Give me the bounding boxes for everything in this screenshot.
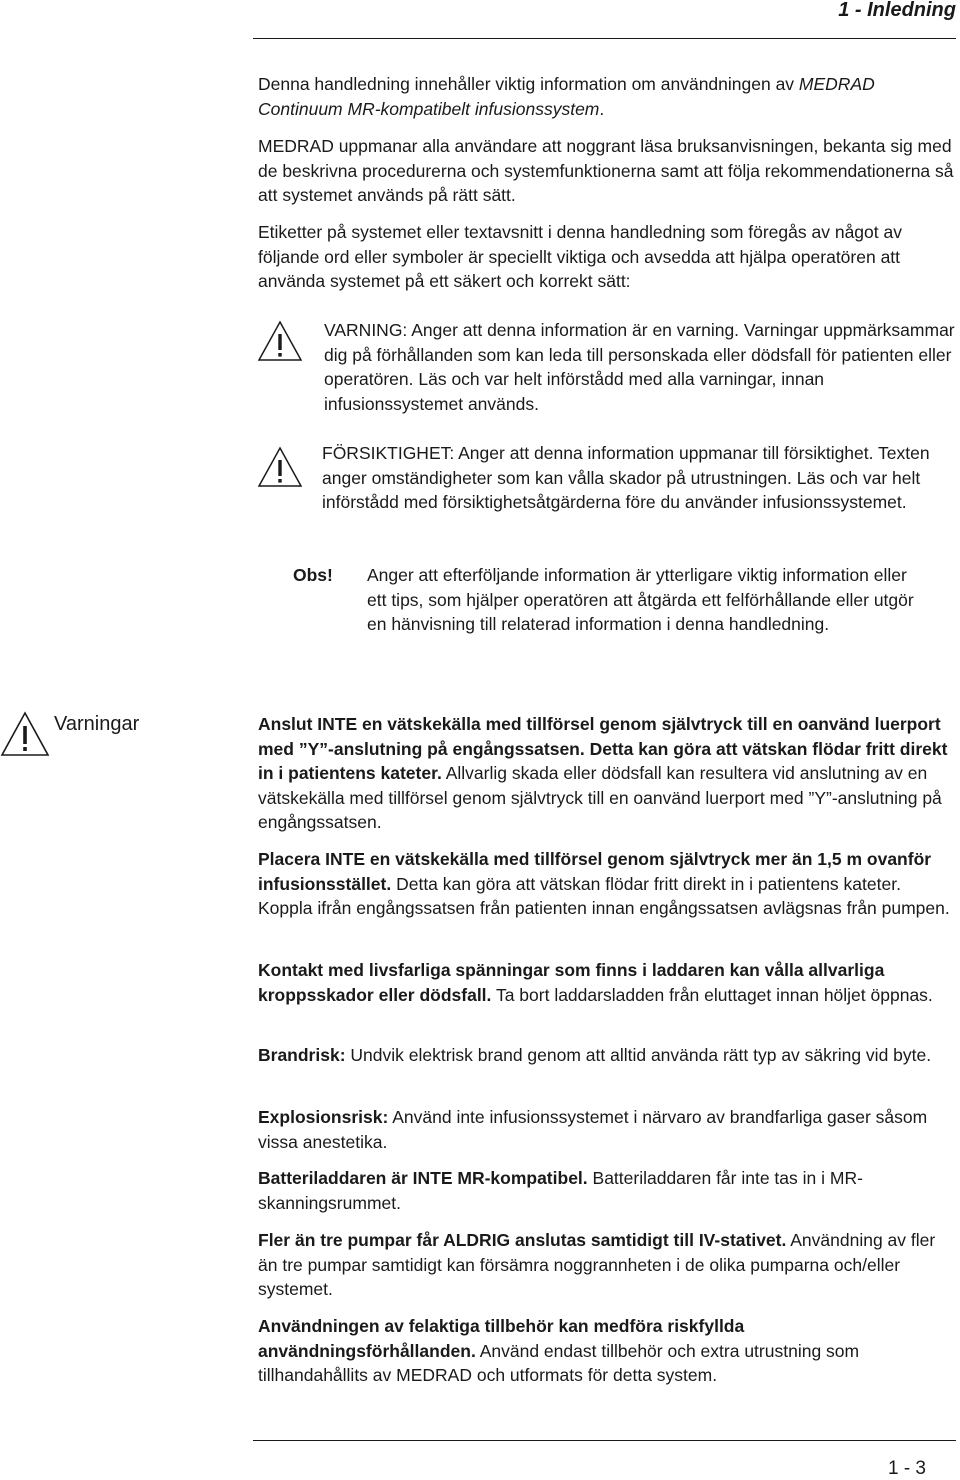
warning-item (258, 1105, 958, 1154)
header-divider (253, 38, 956, 39)
warning-triangle-icon (257, 320, 303, 362)
page-number: 1 - 3 (887, 1458, 926, 1479)
caution-notice-text: Anger att denna information uppmanar till försiktighet. Texten anger omständigheter som kan vålla skador på utrustningen. Läs och var helt införstådd med försiktighetsåtgärderna före du använder infusionssystemet. (322, 443, 930, 512)
warning-item-lead: Placera INTE en vätskekälla med tillförsel genom självtryck mer än 1,5 m ovanför infusionsstället. (258, 849, 932, 894)
warning-item (258, 712, 958, 835)
intro-period: . (599, 98, 605, 119)
note-label: Obs! (293, 565, 333, 585)
footer-divider (253, 1440, 956, 1441)
warning-item-text: Detta kan göra att vätskan flödar fritt direkt in i patientens kateter. Koppla ifrån engångssatsen från patienten innan engångssatsen avlägsnas från pumpen. (258, 873, 950, 918)
warning-item (258, 847, 958, 921)
warning-item-text: Allvarlig skada eller dödsfall kan resultera vid anslutning av en vätskekälla med tillförsel genom självtryck till en oanvänd luerport med ”Y”-anslutning på engångssatsen. (258, 763, 942, 832)
warning-item-lead: Explosionsrisk: (258, 1107, 389, 1127)
warning-notice (324, 318, 956, 416)
warning-item (258, 1228, 958, 1302)
warning-item-lead: Användningen av felaktiga tillbehör kan medföra riskfyllda användningsförhållanden. (258, 1316, 745, 1361)
warning-item-text: Använd inte infusionssystemet i närvaro av brandfarliga gaser såsom vissa anestetika. (258, 1107, 928, 1152)
warning-item-text: Användning av fler än tre pumpar samtidigt kan försämra noggrannheten i de olika pumparna och/eller systemet. (258, 1230, 936, 1299)
caution-label: FÖRSIKTIGHET: (322, 443, 455, 463)
warning-item-lead: Fler än tre pumpar får ALDRIG anslutas samtidigt till IV-stativet. (258, 1230, 787, 1250)
warning-item (258, 1043, 958, 1068)
warnings-heading: Varningar (54, 713, 140, 735)
warning-item-text: Ta bort laddarsladden från eluttaget innan höljet öppnas. (491, 984, 933, 1005)
chapter-title: 1 - Inledning (838, 0, 956, 21)
intro-paragraph-2: MEDRAD uppmanar alla användare att noggrant läsa bruksanvisningen, bekanta sig med de beskrivna procedurerna och systemfunktionerna samt att följa rekommendationerna så att systemet används på rätt sätt. (258, 136, 954, 205)
warning-item-lead: Batteriladdaren är INTE MR-kompatibel. (258, 1168, 588, 1188)
warning-notice-text: Anger att denna information är en varning. Varningar uppmärksammar dig på förhållanden som kan leda till personskada eller dödsfall för patienten eller operatören. Läs och var helt införstådd med alla varningar, innan infusionssystemet används. (324, 320, 955, 414)
warning-item (258, 1314, 958, 1388)
warning-label: VARNING: (324, 320, 408, 340)
intro-text: Denna handledning innehåller viktig information om användningen av (258, 74, 799, 94)
warning-item-lead: Anslut INTE en vätskekälla med tillförsel genom självtryck till en oanvänd luerport med ”Y”-anslutning på engångssatsen. Detta kan göra att vätskan flödar fritt direkt in i patientens kateter. (258, 714, 948, 783)
warning-item (258, 1166, 958, 1215)
product-name: MEDRAD Continuum MR-kompatibelt infusionssystem (258, 74, 875, 119)
warning-item-text: Använd endast tillbehör och extra utrustning som tillhandahållits av MEDRAD och utformats för detta system. (258, 1340, 860, 1385)
warnings-triangle-icon (0, 711, 50, 757)
warning-item-lead: Brandrisk: (258, 1045, 346, 1065)
note-text: Anger att efterföljande information är ytterligare viktig information eller ett tips, som hjälper operatören att åtgärda ett felförhållande eller utgör en hänvisning till relaterad information i denna handledning. (367, 565, 914, 634)
warning-item-text: Batteriladdaren får inte tas in i MR-skanningsrummet. (258, 1168, 863, 1213)
warning-item-text: Undvik elektrisk brand genom att alltid använda rätt typ av säkring vid byte. (345, 1045, 932, 1065)
caution-triangle-icon (257, 446, 303, 488)
intro-paragraph-1 (258, 72, 958, 121)
warning-item-lead: Kontakt med livsfarliga spänningar som finns i laddaren kan vålla allvarliga kroppsskador eller dödsfall. (258, 960, 885, 1005)
warning-item (258, 958, 958, 1007)
caution-notice (322, 441, 956, 515)
intro-paragraph-3: Etiketter på systemet eller textavsnitt i denna handledning som föregås av något av följande ord eller symboler är speciellt viktiga och avsedda att hjälpa operatören att använda systemet på ett säkert och korrekt sätt: (258, 222, 902, 291)
